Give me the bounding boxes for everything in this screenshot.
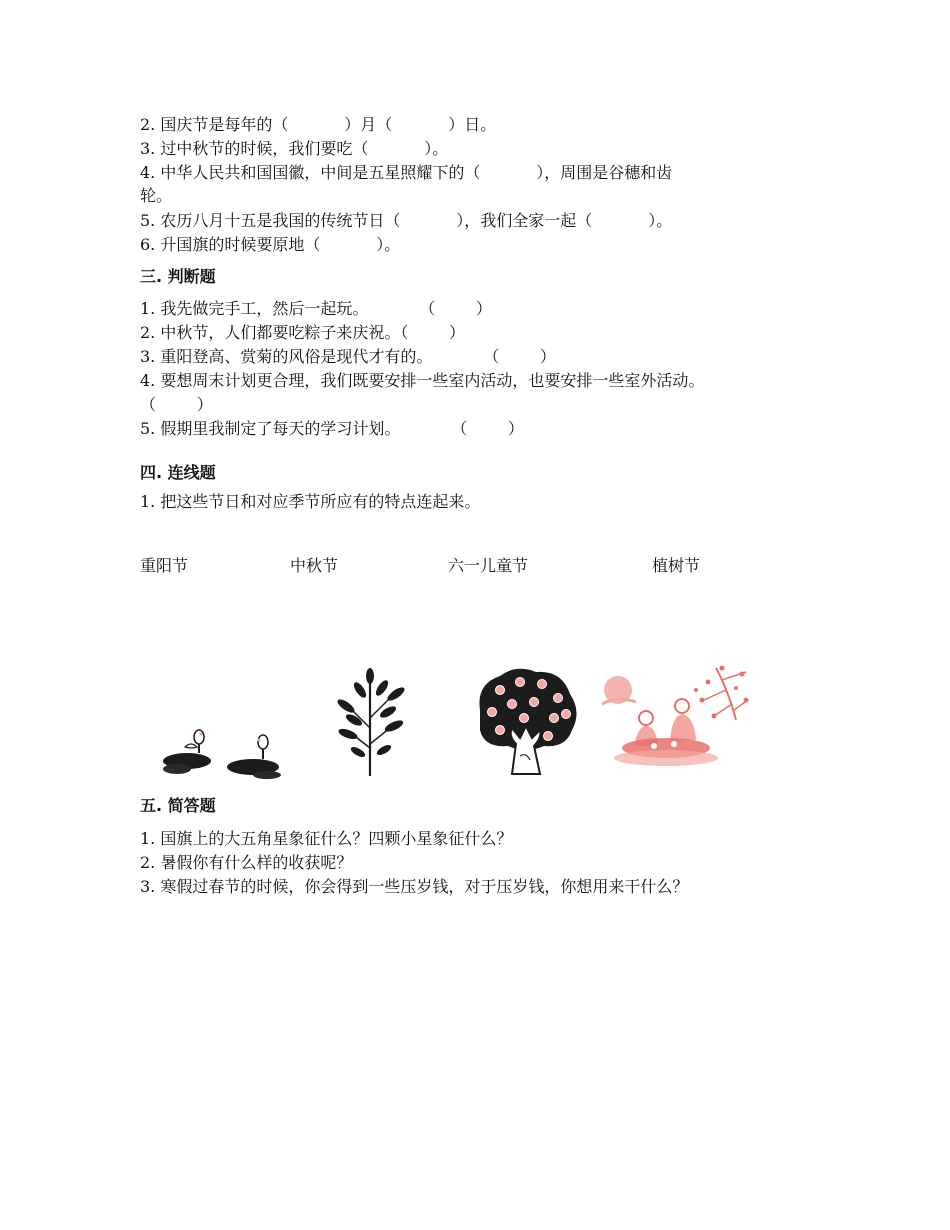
festival-childrens-day[interactable]: 六一儿童节 bbox=[448, 556, 529, 575]
judge-question-4-cont: （ ） bbox=[140, 395, 213, 414]
judge-question-2: 2. 中秋节，人们都要吃粽子来庆祝。（ ） bbox=[140, 323, 466, 342]
short-answer-question-3: 3. 寒假过春节的时候，你会得到一些压岁钱，对于压岁钱，你想用来干什么？ bbox=[140, 877, 689, 896]
judge-heading: 三. 判断题 bbox=[140, 267, 216, 286]
festival-arbor-day[interactable]: 植树节 bbox=[652, 556, 701, 575]
judge-question-1: 1. 我先做完手工，然后一起玩。 （ ） bbox=[140, 299, 492, 318]
match-heading: 四. 连线题 bbox=[140, 463, 216, 482]
fill-question-4-cont: 轮。 bbox=[140, 186, 173, 205]
lotus-pond-icon[interactable] bbox=[155, 725, 290, 785]
fill-question-3: 3. 过中秋节的时候，我们要吃（ ）。 bbox=[140, 139, 449, 158]
festival-mid-autumn[interactable]: 中秋节 bbox=[290, 556, 339, 575]
short-answer-question-1: 1. 国旗上的大五角星象征什么？四颗小星象征什么？ bbox=[140, 829, 513, 848]
family-reunion-icon[interactable] bbox=[596, 660, 750, 772]
short-answer-question-2: 2. 暑假你有什么样的收获呢？ bbox=[140, 853, 353, 872]
fruit-tree-icon[interactable] bbox=[470, 664, 582, 776]
festival-chongyang[interactable]: 重阳节 bbox=[140, 556, 189, 575]
fill-question-5: 5. 农历八月十五是我国的传统节日（ ），我们全家一起（ ）。 bbox=[140, 211, 673, 230]
fill-question-2: 2. 国庆节是每年的（ ）月（ ）日。 bbox=[140, 115, 497, 134]
fill-question-6: 6. 升国旗的时候要原地（ ）。 bbox=[140, 235, 401, 254]
judge-question-3: 3. 重阳登高、赏菊的风俗是现代才有的。 （ ） bbox=[140, 347, 556, 366]
fill-question-4: 4. 中华人民共和国国徽，中间是五星照耀下的（ ），周围是谷穗和齿 bbox=[140, 163, 673, 182]
match-question-1: 1. 把这些节日和对应季节所应有的特点连起来。 bbox=[140, 492, 481, 511]
judge-question-5: 5. 假期里我制定了每天的学习计划。 （ ） bbox=[140, 419, 524, 438]
sapling-icon[interactable] bbox=[330, 668, 410, 778]
judge-question-4: 4. 要想周末计划更合理，我们既要安排一些室内活动，也要安排一些室外活动。 bbox=[140, 371, 705, 390]
short-answer-heading: 五. 简答题 bbox=[140, 796, 216, 815]
